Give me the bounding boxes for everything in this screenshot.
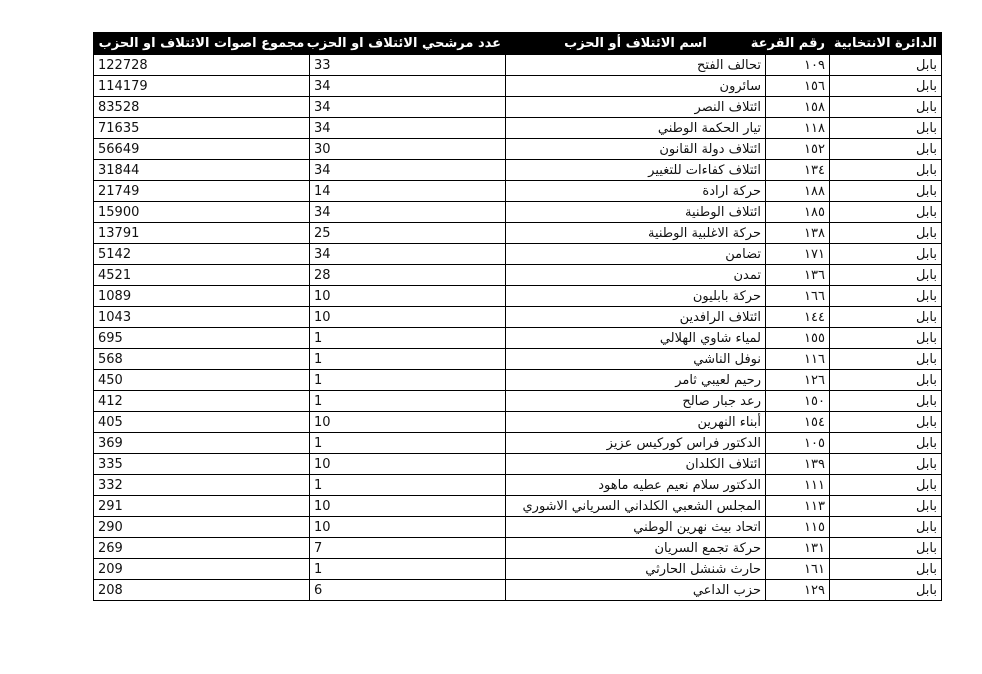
table-row (94, 517, 942, 538)
candidates-count-cell: 1 (310, 559, 506, 580)
candidates-count-cell: 33 (310, 55, 506, 76)
table-row (94, 181, 942, 202)
table-row (94, 454, 942, 475)
ballot-number-cell: ١٣٩ (766, 454, 830, 475)
table-row (94, 307, 942, 328)
candidates-count-cell: 7 (310, 538, 506, 559)
party-name-cell: حركة ارادة (506, 181, 766, 202)
candidates-count-cell: 34 (310, 160, 506, 181)
total-votes-cell: 13791 (94, 223, 310, 244)
party-name-cell: تمدن (506, 265, 766, 286)
header-total-votes: مجموع اصوات الائتلاف او الحزب (94, 33, 310, 55)
total-votes-cell: 291 (94, 496, 310, 517)
table-row (94, 97, 942, 118)
total-votes-cell: 21749 (94, 181, 310, 202)
total-votes-cell: 5142 (94, 244, 310, 265)
table-row (94, 412, 942, 433)
district-cell: بابل (830, 517, 942, 538)
candidates-count-cell: 10 (310, 286, 506, 307)
ballot-number-cell: ١٨٥ (766, 202, 830, 223)
district-cell: بابل (830, 223, 942, 244)
party-name-cell: الدكتور فراس كوركيس عزيز (506, 433, 766, 454)
party-name-cell: نوفل الناشي (506, 349, 766, 370)
table-row (94, 475, 942, 496)
party-name-cell: ائتلاف كفاءات للتغيير (506, 160, 766, 181)
party-name-cell: حركة بابليون (506, 286, 766, 307)
party-name-cell: سائرون (506, 76, 766, 97)
party-name-cell: المجلس الشعبي الكلداني السرياني الاشوري (506, 496, 766, 517)
party-name-cell: الدكتور سلام نعيم عطيه ماهود (506, 475, 766, 496)
ballot-number-cell: ١٣٨ (766, 223, 830, 244)
total-votes-cell: 332 (94, 475, 310, 496)
district-cell: بابل (830, 139, 942, 160)
district-cell: بابل (830, 412, 942, 433)
total-votes-cell: 290 (94, 517, 310, 538)
ballot-number-cell: ١٥٨ (766, 97, 830, 118)
district-cell: بابل (830, 433, 942, 454)
ballot-number-cell: ١٥٢ (766, 139, 830, 160)
table-row (94, 286, 942, 307)
total-votes-cell: 56649 (94, 139, 310, 160)
total-votes-cell: 209 (94, 559, 310, 580)
ballot-number-cell: ١١٥ (766, 517, 830, 538)
election-results-table (93, 32, 942, 601)
party-name-cell: تضامن (506, 244, 766, 265)
header-district: الدائرة الانتخابية (830, 33, 942, 55)
table-row (94, 391, 942, 412)
header-row (94, 33, 942, 55)
total-votes-cell: 114179 (94, 76, 310, 97)
party-name-cell: حارث شنشل الحارثي (506, 559, 766, 580)
party-name-cell: ائتلاف الوطنية (506, 202, 766, 223)
candidates-count-cell: 10 (310, 517, 506, 538)
party-name-cell: ائتلاف الكلدان (506, 454, 766, 475)
total-votes-cell: 83528 (94, 97, 310, 118)
table-row (94, 265, 942, 286)
ballot-number-cell: ١٧١ (766, 244, 830, 265)
candidates-count-cell: 30 (310, 139, 506, 160)
total-votes-cell: 1043 (94, 307, 310, 328)
ballot-number-cell: ١١٦ (766, 349, 830, 370)
party-name-cell: رعد جبار صالح (506, 391, 766, 412)
district-cell: بابل (830, 307, 942, 328)
table-row (94, 55, 942, 76)
candidates-count-cell: 34 (310, 97, 506, 118)
party-name-cell: أبناء النهرين (506, 412, 766, 433)
ballot-number-cell: ١١٣ (766, 496, 830, 517)
ballot-number-cell: ١٥٤ (766, 412, 830, 433)
total-votes-cell: 4521 (94, 265, 310, 286)
total-votes-cell: 15900 (94, 202, 310, 223)
table-row (94, 223, 942, 244)
candidates-count-cell: 1 (310, 349, 506, 370)
candidates-count-cell: 10 (310, 307, 506, 328)
district-cell: بابل (830, 538, 942, 559)
district-cell: بابل (830, 559, 942, 580)
party-name-cell: ائتلاف دولة القانون (506, 139, 766, 160)
party-name-cell: ائتلاف النصر (506, 97, 766, 118)
party-name-cell: رحيم لعيبي ثامر (506, 370, 766, 391)
total-votes-cell: 568 (94, 349, 310, 370)
district-cell: بابل (830, 286, 942, 307)
candidates-count-cell: 10 (310, 496, 506, 517)
table-row (94, 160, 942, 181)
total-votes-cell: 122728 (94, 55, 310, 76)
district-cell: بابل (830, 55, 942, 76)
table-row (94, 538, 942, 559)
district-cell: بابل (830, 181, 942, 202)
total-votes-cell: 31844 (94, 160, 310, 181)
district-cell: بابل (830, 349, 942, 370)
ballot-number-cell: ١٢٦ (766, 370, 830, 391)
total-votes-cell: 405 (94, 412, 310, 433)
table-row (94, 559, 942, 580)
table-row (94, 580, 942, 601)
total-votes-cell: 269 (94, 538, 310, 559)
total-votes-cell: 1089 (94, 286, 310, 307)
ballot-number-cell: ١٠٩ (766, 55, 830, 76)
candidates-count-cell: 6 (310, 580, 506, 601)
total-votes-cell: 208 (94, 580, 310, 601)
ballot-number-cell: ١٦١ (766, 559, 830, 580)
table-row (94, 139, 942, 160)
district-cell: بابل (830, 580, 942, 601)
total-votes-cell: 450 (94, 370, 310, 391)
candidates-count-cell: 34 (310, 76, 506, 97)
candidates-count-cell: 34 (310, 244, 506, 265)
district-cell: بابل (830, 118, 942, 139)
district-cell: بابل (830, 202, 942, 223)
header-ballot-number: رقم القرعة (766, 33, 830, 55)
ballot-number-cell: ١٣٤ (766, 160, 830, 181)
candidates-count-cell: 34 (310, 118, 506, 139)
district-cell: بابل (830, 76, 942, 97)
ballot-number-cell: ١٨٨ (766, 181, 830, 202)
ballot-number-cell: ١٢٩ (766, 580, 830, 601)
table-row (94, 433, 942, 454)
candidates-count-cell: 34 (310, 202, 506, 223)
table-row (94, 349, 942, 370)
candidates-count-cell: 1 (310, 370, 506, 391)
party-name-cell: حركة الاغلبية الوطنية (506, 223, 766, 244)
total-votes-cell: 71635 (94, 118, 310, 139)
ballot-number-cell: ١٣٦ (766, 265, 830, 286)
total-votes-cell: 369 (94, 433, 310, 454)
table-row (94, 76, 942, 97)
district-cell: بابل (830, 160, 942, 181)
total-votes-cell: 695 (94, 328, 310, 349)
district-cell: بابل (830, 496, 942, 517)
header-candidates-count: عدد مرشحي الائتلاف او الحزب (310, 33, 506, 55)
party-name-cell: اتحاد بيث نهرين الوطني (506, 517, 766, 538)
ballot-number-cell: ١٠٥ (766, 433, 830, 454)
candidates-count-cell: 25 (310, 223, 506, 244)
ballot-number-cell: ١٤٤ (766, 307, 830, 328)
district-cell: بابل (830, 244, 942, 265)
ballot-number-cell: ١١١ (766, 475, 830, 496)
district-cell: بابل (830, 454, 942, 475)
candidates-count-cell: 14 (310, 181, 506, 202)
party-name-cell: حزب الداعي (506, 580, 766, 601)
party-name-cell: لمياء شاوي الهلالي (506, 328, 766, 349)
table-row (94, 328, 942, 349)
district-cell: بابل (830, 328, 942, 349)
district-cell: بابل (830, 265, 942, 286)
ballot-number-cell: ١٥٦ (766, 76, 830, 97)
district-cell: بابل (830, 475, 942, 496)
ballot-number-cell: ١٥٥ (766, 328, 830, 349)
total-votes-cell: 335 (94, 454, 310, 475)
candidates-count-cell: 1 (310, 391, 506, 412)
district-cell: بابل (830, 97, 942, 118)
table-row (94, 370, 942, 391)
candidates-count-cell: 1 (310, 328, 506, 349)
district-cell: بابل (830, 370, 942, 391)
district-cell: بابل (830, 391, 942, 412)
party-name-cell: ائتلاف الرافدين (506, 307, 766, 328)
table-row (94, 496, 942, 517)
ballot-number-cell: ١١٨ (766, 118, 830, 139)
party-name-cell: حركة تجمع السريان (506, 538, 766, 559)
candidates-count-cell: 1 (310, 475, 506, 496)
total-votes-cell: 412 (94, 391, 310, 412)
party-name-cell: تيار الحكمة الوطني (506, 118, 766, 139)
table-row (94, 202, 942, 223)
header-party-name: اسم الائتلاف أو الحزب (506, 33, 766, 55)
candidates-count-cell: 10 (310, 412, 506, 433)
ballot-number-cell: ١٣١ (766, 538, 830, 559)
table-row (94, 118, 942, 139)
party-name-cell: تحالف الفتح (506, 55, 766, 76)
table-row (94, 244, 942, 265)
candidates-count-cell: 1 (310, 433, 506, 454)
candidates-count-cell: 28 (310, 265, 506, 286)
ballot-number-cell: ١٦٦ (766, 286, 830, 307)
candidates-count-cell: 10 (310, 454, 506, 475)
ballot-number-cell: ١٥٠ (766, 391, 830, 412)
